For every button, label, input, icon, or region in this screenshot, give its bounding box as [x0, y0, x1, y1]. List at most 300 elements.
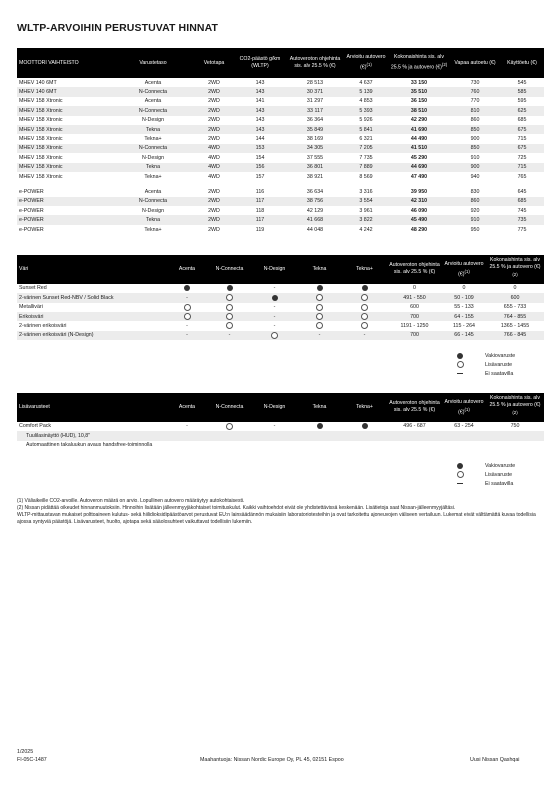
- header-car-tax: Arvioitu autovero (€)$^{(1)}$: [442, 393, 486, 422]
- table-cell: 47 490: [410, 173, 428, 180]
- table-cell: 0: [413, 285, 416, 292]
- table-cell: 46 090: [410, 207, 428, 214]
- table-cell: 600: [486, 293, 544, 302]
- table-row: [17, 206, 544, 215]
- unavailable-cell: -: [273, 322, 276, 329]
- dot-icon: [317, 285, 323, 291]
- table-cell: 491 - 550: [387, 293, 442, 302]
- footer-left: [17, 748, 47, 764]
- availability-cell: [207, 422, 252, 431]
- table-cell: 35 849: [286, 125, 344, 134]
- table-cell: 860: [470, 117, 480, 124]
- table-row: [17, 106, 544, 115]
- table-cell: 6 321: [359, 136, 373, 143]
- table-cell: Tekna: [112, 163, 194, 172]
- table-cell: 775: [517, 226, 527, 233]
- availability-cell: [342, 321, 387, 330]
- table-cell: Acenta: [144, 188, 162, 195]
- table-cell: 685: [500, 197, 544, 206]
- color-table: [17, 255, 544, 340]
- table-cell: MHEV 158 Xtronic: [19, 154, 63, 161]
- availability-cell: [342, 303, 387, 312]
- dot-icon: [362, 423, 368, 429]
- unavailable-cell: -: [186, 322, 188, 329]
- table-cell: 7 735: [359, 154, 373, 161]
- table-row: [17, 134, 544, 143]
- table-cell: 764 - 855: [486, 312, 544, 321]
- table-cell: 766 - 845: [486, 331, 544, 340]
- legend-optional: Lisävaruste: [485, 361, 513, 368]
- table-cell: 675: [500, 125, 544, 134]
- table-cell: 41 668: [286, 215, 344, 224]
- table-cell: 8 569: [359, 173, 373, 180]
- table-cell: 36 364: [306, 117, 324, 124]
- table-row: [17, 116, 544, 125]
- header-use-benefit: Käyttöetu (€): [500, 48, 544, 78]
- ring-icon: [226, 313, 233, 320]
- dot-icon: [362, 285, 368, 291]
- table-cell: 45 490: [388, 215, 450, 224]
- table-cell: 2WD: [208, 207, 220, 214]
- header-tekna-plus: Tekna+: [342, 393, 387, 422]
- unavailable-cell: -: [342, 331, 387, 340]
- table-cell: 0: [462, 285, 466, 292]
- table-cell: N-Connecta: [112, 197, 194, 206]
- ring-icon: [316, 313, 323, 320]
- table-cell: 715: [517, 136, 527, 143]
- footer-date: 1/2025: [17, 749, 34, 755]
- table-row: [17, 78, 544, 87]
- table-cell: 36 150: [410, 98, 428, 105]
- header-total-price: Kokonaishinta sis. alv 25.5 % ja autovero (€)$^{(2)}$: [486, 255, 544, 284]
- legend-unavailable: Ei saatavilla: [485, 370, 514, 377]
- table-cell: Tekna+: [144, 226, 162, 233]
- table-cell: 44 490: [410, 136, 428, 143]
- table-cell: MHEV 158 Xtronic: [19, 173, 63, 180]
- header-tekna: Tekna: [297, 393, 342, 422]
- table-cell: 1365 - 1455: [500, 322, 530, 329]
- table-cell: 2WD: [208, 226, 220, 233]
- header-color: Väri: [17, 255, 167, 284]
- table-cell: 38 510: [388, 106, 450, 115]
- table-cell: 3 316: [359, 188, 373, 195]
- table-cell: N-Design: [141, 154, 165, 161]
- table-cell: 45 290: [410, 154, 428, 161]
- table-cell: 2WD: [194, 87, 234, 96]
- availability-cell: [207, 293, 252, 302]
- table-row: [17, 321, 544, 330]
- legend-unavailable: Ei saatavilla: [485, 480, 514, 487]
- table-cell: Acenta: [144, 98, 162, 105]
- table-cell: 144: [255, 136, 265, 143]
- table-cell: 50 - 109: [442, 293, 486, 302]
- table-cell: 595: [517, 98, 527, 105]
- header-n-design: N-Design: [252, 393, 297, 422]
- table-row: [17, 303, 544, 312]
- table-cell: 745: [517, 207, 527, 214]
- legend-options: [455, 461, 515, 488]
- table-cell: 39 950: [410, 188, 428, 195]
- table-cell: 750: [510, 423, 520, 430]
- table-cell: 940: [470, 173, 480, 180]
- header-free-benefit: Vapaa autoetu (€): [450, 48, 500, 78]
- availability-cell: [342, 422, 387, 431]
- table-cell: 33 150: [410, 79, 428, 86]
- table-cell: 830: [470, 188, 480, 195]
- header-n-design: N-Design: [252, 255, 297, 284]
- table-cell: 910: [450, 215, 500, 224]
- table-cell: 3 961: [359, 207, 373, 214]
- table-cell: 600: [410, 304, 419, 311]
- table-cell: 42 310: [388, 197, 450, 206]
- table-cell: MHEV 158 Xtronic: [17, 144, 112, 153]
- table-cell: 38 921: [306, 173, 324, 180]
- ring-icon: [184, 313, 191, 320]
- table-cell: 44 048: [306, 226, 324, 233]
- table-row: [17, 312, 544, 321]
- table-cell: Tekna: [112, 125, 194, 134]
- table-row: [17, 87, 544, 96]
- table-cell: 2WD: [208, 79, 220, 86]
- options-table: [17, 393, 544, 450]
- availability-cell: [297, 321, 342, 330]
- table-cell: 66 - 145: [442, 331, 486, 340]
- table-cell: 2-värinen Sunset Red-NBV / Solid Black: [17, 293, 167, 302]
- table-cell: 685: [517, 117, 527, 124]
- table-cell: 34 305: [286, 144, 344, 153]
- table-row: [17, 125, 544, 134]
- table-cell: 117: [234, 197, 286, 206]
- table-cell: 900: [470, 136, 480, 143]
- header-base-price: Autoveroton ohjehinta sis. alv 25.5 % (€): [387, 393, 442, 422]
- table-cell: 910: [470, 154, 480, 161]
- table-cell: 2-värinen erikoisväri (N-Design): [17, 331, 167, 340]
- table-row: [17, 293, 544, 302]
- table-cell: 156: [234, 163, 286, 172]
- table-cell: 143: [234, 125, 286, 134]
- ring-icon: [226, 304, 233, 311]
- table-cell: 42 129: [306, 207, 324, 214]
- table-cell: 4 853: [359, 98, 373, 105]
- footer-model: Uusi Nissan Qashqai: [470, 757, 520, 763]
- table-cell: Erikoisväri: [17, 312, 167, 321]
- table-cell: 42 290: [410, 117, 428, 124]
- header-n-connecta: N-Connecta: [207, 393, 252, 422]
- header-drive: Vetotapa: [194, 48, 234, 78]
- table-cell: 4 637: [359, 79, 373, 86]
- table-cell: 0: [513, 285, 517, 292]
- footnote-1: (1) Väliaikeille CO2-arvoille. Autoveron määrä on arvio. Lopullinen autovero määräytyy autokohtaisesti.: [17, 498, 245, 504]
- table-cell: e-POWER: [17, 197, 112, 206]
- availability-cell: [252, 293, 297, 302]
- table-cell: 30 371: [286, 87, 344, 96]
- ring-icon: [361, 294, 368, 301]
- sub-item-row: [17, 431, 544, 440]
- table-cell: 154: [255, 154, 265, 161]
- table-cell: 115 - 264: [453, 322, 475, 329]
- table-cell: 41 510: [388, 144, 450, 153]
- unavailable-cell: -: [273, 304, 276, 311]
- header-acenta: Acenta: [167, 393, 207, 422]
- table-row: [17, 197, 544, 206]
- table-cell: 28 513: [306, 79, 324, 86]
- table-cell: Tekna+: [144, 136, 162, 143]
- table-cell: 770: [470, 98, 480, 105]
- ring-icon: [226, 423, 233, 430]
- table-cell: 35 510: [388, 87, 450, 96]
- table-cell: 545: [517, 79, 527, 86]
- table-cell: Metalliväri: [19, 304, 43, 311]
- table-cell: 730: [470, 79, 480, 86]
- header-car-tax: Arvioitu autovero (€)$^{(1)}$: [442, 255, 486, 284]
- availability-cell: [342, 293, 387, 302]
- header-total-price: Kokonaishinta sis. alv 25.5 % ja autovero (€)$^{(2)}$: [486, 393, 544, 422]
- availability-cell: [207, 312, 252, 321]
- table-row: [17, 163, 544, 172]
- table-cell: 2WD: [194, 106, 234, 115]
- footnote-wltp: WLTP-mittaustavan mukaiset polttoaineen kulutus- sekä hiilidioksidipäästöarvot perustuvat EU:n lainsäädännön mukaisiin laboratoriotesteihin ja ovat tarkoitettu ajoneuvojen väliseen vertailuun. Lukemat eivät välttämättä kuvaa todellisia ajossa syntyviä päästöjä. Lisävarusteet, huolto, ajotapa sekä sääolosuhteet vaikuttavat todellisiin lukemiin.: [17, 512, 536, 525]
- header-car-tax: Arvioitu autovero (€)$^{(1)}$: [344, 48, 388, 78]
- table-cell: 850: [450, 144, 500, 153]
- header-n-connecta: N-Connecta: [207, 255, 252, 284]
- table-cell: 153: [234, 144, 286, 153]
- table-cell: MHEV 158 Xtronic: [19, 98, 63, 105]
- table-cell: MHEV 158 Xtronic: [19, 117, 63, 124]
- availability-cell: [297, 303, 342, 312]
- ring-icon: [361, 322, 368, 329]
- table-cell: 31 297: [306, 98, 324, 105]
- table-cell: 36 634: [306, 188, 324, 195]
- table-cell: 2WD: [208, 188, 220, 195]
- footer-importer: Maahantuoja: Nissan Nordic Europe Oy, PL 45, 02151 Espoo: [200, 757, 344, 763]
- table-cell: MHEV 158 Xtronic: [17, 106, 112, 115]
- table-cell: e-POWER: [19, 188, 44, 195]
- table-row: [17, 172, 544, 181]
- availability-cell: [297, 312, 342, 321]
- availability-cell: [342, 312, 387, 321]
- table-cell: 700: [387, 312, 442, 321]
- availability-cell: [167, 303, 207, 312]
- table-row: [17, 215, 544, 224]
- table-cell: 143: [234, 87, 286, 96]
- table-cell: e-POWER: [19, 207, 44, 214]
- table-cell: 920: [470, 207, 480, 214]
- table-cell: 38 169: [306, 136, 324, 143]
- table-cell: Acenta: [144, 79, 162, 86]
- sub-item-row: [17, 441, 544, 450]
- ring-icon: [316, 322, 323, 329]
- table-cell: 2WD: [208, 136, 220, 143]
- table-cell: 496 - 687: [403, 423, 426, 430]
- table-cell: 3 822: [344, 215, 388, 224]
- table-cell: e-POWER: [17, 215, 112, 224]
- header-trim: Varustetaso: [112, 48, 194, 78]
- availability-cell: [297, 293, 342, 302]
- table-row: [17, 422, 544, 431]
- table-cell: 4WD: [208, 154, 220, 161]
- unavailable-cell: -: [297, 331, 342, 340]
- header-options: Lisävarusteet: [17, 393, 167, 422]
- dot-icon: [272, 295, 278, 301]
- table-cell: 5 139: [344, 87, 388, 96]
- unavailable-cell: -: [273, 285, 276, 292]
- table-cell: 116: [255, 188, 265, 195]
- page-title: WLTP-ARVOIHIN PERUSTUVAT HINNAT: [17, 22, 219, 34]
- unavailable-cell: -: [186, 423, 188, 430]
- table-cell: 1191 - 1250: [400, 322, 429, 329]
- unavailable-cell: -: [167, 293, 207, 302]
- standard-dot-icon: [455, 353, 465, 359]
- optional-ring-icon: [455, 361, 465, 368]
- footer-code: FI-05C-1487: [17, 757, 47, 763]
- table-cell: 950: [470, 226, 480, 233]
- table-cell: MHEV 140 6MT: [17, 87, 112, 96]
- table-cell: Comfort Pack: [19, 423, 52, 430]
- ring-icon: [226, 294, 233, 301]
- table-cell: 143: [255, 117, 265, 124]
- header-acenta: Acenta: [167, 255, 207, 284]
- table-cell: MHEV 140 6MT: [19, 79, 57, 86]
- table-cell: 725: [517, 154, 527, 161]
- ring-icon: [316, 304, 323, 311]
- availability-cell: [207, 321, 252, 330]
- table-cell: 119: [255, 226, 265, 233]
- table-cell: N-Connecta: [112, 106, 194, 115]
- header-base-price: Autoveroton ohjehinta sis. alv 25.5 % (€): [387, 255, 442, 284]
- optional-ring-icon: [455, 471, 465, 478]
- table-cell: 55 - 133: [454, 304, 474, 311]
- table-cell: Tekna: [112, 215, 194, 224]
- table-cell: N-Connecta: [112, 87, 194, 96]
- table-cell: 5 926: [359, 117, 373, 124]
- table-cell: 860: [450, 197, 500, 206]
- table-cell: 63 - 254: [454, 423, 474, 430]
- table-cell: 2WD: [208, 117, 220, 124]
- table-cell: 3 554: [344, 197, 388, 206]
- table-cell: 143: [255, 79, 265, 86]
- header-co2: CO2-päästö g/km (WLTP): [234, 48, 286, 78]
- header-engine: MOOTTORI VAIHTEISTO: [17, 48, 112, 78]
- table-cell: 141: [255, 98, 265, 105]
- table-cell: 675: [500, 144, 544, 153]
- availability-cell: [252, 331, 297, 340]
- table-cell: 48 290: [410, 226, 428, 233]
- dot-icon: [317, 423, 323, 429]
- dot-icon: [184, 285, 190, 291]
- header-tekna-plus: Tekna+: [342, 255, 387, 284]
- table-cell: 4WD: [194, 163, 234, 172]
- availability-cell: [342, 284, 387, 293]
- table-row: [17, 97, 544, 106]
- table-cell: 5 841: [344, 125, 388, 134]
- table-cell: 765: [517, 173, 527, 180]
- table-cell: 700: [387, 331, 442, 340]
- table-cell: 33 117: [286, 106, 344, 115]
- legend-colors: [455, 351, 515, 378]
- availability-cell: [167, 284, 207, 293]
- table-cell: 2WD: [208, 98, 220, 105]
- footnotes: [17, 498, 537, 526]
- unavailable-cell: -: [273, 423, 276, 430]
- table-cell: 760: [450, 87, 500, 96]
- availability-cell: [207, 303, 252, 312]
- table-cell: 810: [450, 106, 500, 115]
- legend-standard: Vakiovaruste: [485, 352, 516, 359]
- table-cell: MHEV 158 Xtronic: [17, 163, 112, 172]
- ring-icon: [361, 304, 368, 311]
- availability-cell: [297, 422, 342, 431]
- availability-cell: [207, 284, 252, 293]
- table-cell: 585: [500, 87, 544, 96]
- table-row: [17, 284, 544, 293]
- table-cell: 2-värinen erikoisväri: [19, 322, 67, 329]
- ring-icon: [226, 322, 233, 329]
- table-cell: 645: [517, 188, 527, 195]
- table-cell: 715: [500, 163, 544, 172]
- table-cell: 44 690: [388, 163, 450, 172]
- table-row: [17, 225, 544, 234]
- table-row: [17, 331, 544, 340]
- table-cell: Tekna+: [144, 173, 162, 180]
- table-cell: MHEV 158 Xtronic: [19, 136, 63, 143]
- table-cell: 4 242: [359, 226, 373, 233]
- table-cell: 7 205: [344, 144, 388, 153]
- table-cell: N-Design: [141, 207, 165, 214]
- legend-standard: Vakiovaruste: [485, 462, 516, 469]
- table-cell: 4WD: [194, 144, 234, 153]
- sub-item: Tuulilasinäyttö (HUD), 10,8": [17, 431, 544, 440]
- unavailable-dash-icon: [455, 483, 465, 484]
- ring-icon: [316, 294, 323, 301]
- dot-icon: [227, 285, 233, 291]
- table-cell: 37 555: [306, 154, 324, 161]
- ring-icon: [361, 313, 368, 320]
- ring-icon: [184, 304, 191, 311]
- availability-cell: [167, 312, 207, 321]
- table-cell: 2WD: [194, 215, 234, 224]
- unavailable-cell: -: [207, 331, 252, 340]
- table-cell: 735: [500, 215, 544, 224]
- table-cell: 36 801: [286, 163, 344, 172]
- table-cell: 2WD: [194, 125, 234, 134]
- table-cell: 157: [255, 173, 265, 180]
- table-cell: N-Design: [141, 117, 165, 124]
- table-cell: 41 690: [388, 125, 450, 134]
- ring-icon: [271, 332, 278, 339]
- table-cell: Sunset Red: [19, 285, 47, 292]
- header-tekna: Tekna: [297, 255, 342, 284]
- unavailable-cell: -: [252, 312, 297, 321]
- table-row: [17, 153, 544, 162]
- table-cell: 118: [255, 207, 265, 214]
- table-cell: 625: [500, 106, 544, 115]
- table-cell: e-POWER: [19, 226, 44, 233]
- table-row: [17, 144, 544, 153]
- header-total-price: Kokonaishinta sis. alv 25.5 % ja autovero (€)$^{(2)}$: [388, 48, 450, 78]
- table-cell: 117: [234, 215, 286, 224]
- table-cell: 2WD: [194, 197, 234, 206]
- table-cell: N-Connecta: [112, 144, 194, 153]
- unavailable-dash-icon: [455, 373, 465, 374]
- table-cell: 38 756: [286, 197, 344, 206]
- table-cell: 143: [234, 106, 286, 115]
- table-cell: MHEV 158 Xtronic: [17, 125, 112, 134]
- sub-item: Automaattinen takaluukun avaus handsfree-toiminnolla: [26, 442, 153, 449]
- legend-optional: Lisävaruste: [485, 471, 513, 478]
- table-cell: 5 393: [344, 106, 388, 115]
- table-cell: 655 - 733: [503, 304, 527, 311]
- table-cell: 900: [450, 163, 500, 172]
